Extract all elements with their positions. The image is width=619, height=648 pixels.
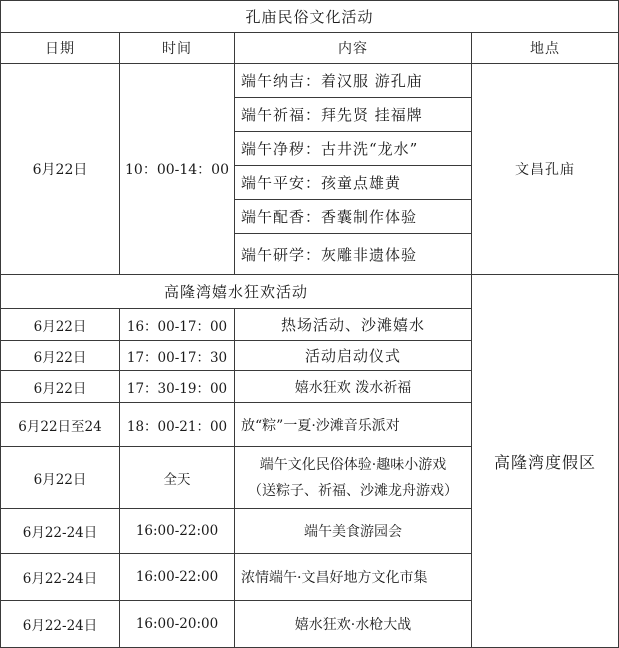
row-time: 16:00-22:00 [120,554,235,601]
row-content-line2: （送粽子、祈福、沙滩龙舟游戏） [248,482,458,499]
row-content-multiline [235,447,472,509]
section1-item: 端午净秽：古井洗“龙水” [235,132,472,166]
row-time: 16:00-20:00 [120,601,235,648]
section1-date: 6月22日 [1,64,120,275]
row-date: 6月22日 [1,447,120,509]
section1-location: 文昌孔庙 [472,64,619,275]
section1-item: 端午研学：灰雕非遗体验 [235,234,472,275]
row-time: 17：00-17：30 [120,341,235,371]
row-content: 端午美食游园会 [235,509,472,554]
row-content: 活动启动仪式 [235,341,472,371]
row-time: 17：30-19：00 [120,371,235,403]
row-content: 浓情端午·文昌好地方文化市集 [235,554,472,601]
row-content: 嬉水狂欢 泼水祈福 [235,371,472,403]
row-date: 6月22日至24 [1,403,120,447]
header-date: 日期 [1,33,120,64]
section2-location: 高隆湾度假区 [472,275,619,648]
row-content: 嬉水狂欢·水枪大战 [235,601,472,648]
section1-item: 端午配香：香囊制作体验 [235,200,472,234]
row-date: 6月22-24日 [1,601,120,648]
section1-title: 孔庙民俗文化活动 [1,1,619,33]
section2-title: 高隆湾嬉水狂欢活动 [1,275,472,309]
section1-item: 端午祈福：拜先贤 挂福牌 [235,98,472,132]
row-content: 热场活动、沙滩嬉水 [235,309,472,341]
row-time: 16:00-22:00 [120,509,235,554]
row-date: 6月22日 [1,341,120,371]
header-time: 时间 [120,33,235,64]
section1-item: 端午平安：孩童点雄黄 [235,166,472,200]
section1-time: 10：00-14：00 [120,64,235,275]
row-date: 6月22日 [1,309,120,341]
row-date: 6月22-24日 [1,554,120,601]
row-content: 放“粽”一夏·沙滩音乐派对 [235,403,472,447]
row-time: 全天 [120,447,235,509]
row-date: 6月22日 [1,371,120,403]
row-time: 16：00-17：00 [120,309,235,341]
header-content: 内容 [235,33,472,64]
header-location: 地点 [472,33,619,64]
row-time: 18：00-21：00 [120,403,235,447]
row-content-line1: 端午文化民俗体验·趣味小游戏 [259,456,447,473]
section1-item: 端午纳吉：着汉服 游孔庙 [235,64,472,98]
row-date: 6月22-24日 [1,509,120,554]
